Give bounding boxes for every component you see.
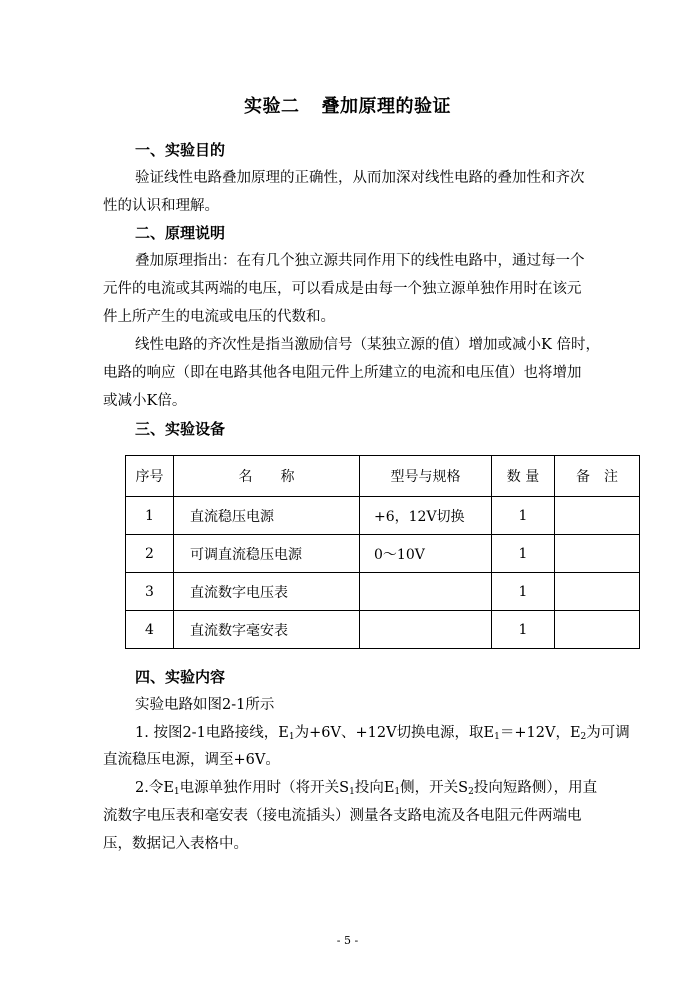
cell-quantity: 1 xyxy=(492,535,555,573)
cell-remark xyxy=(555,611,640,649)
cell-remark xyxy=(555,573,640,611)
section-heading-content: 四、实验内容 xyxy=(135,668,226,686)
section-heading-principle: 二、原理说明 xyxy=(135,224,226,242)
cell-remark xyxy=(555,535,640,573)
step1-line-1: 1. 按图2-1电路接线，$E_1$为+6V、+12V切换电源，取$E_1=+12V$，$E_2$为可调 xyxy=(135,725,630,742)
principle-para1-line-2: 元件的电流或其两端的电压，可以看成是由每一个独立源单独作用时在该元 xyxy=(103,281,582,297)
cell-quantity: 1 xyxy=(492,497,555,535)
header-name: 名 称 xyxy=(174,456,360,497)
cell-name: 直流数字毫安表 xyxy=(174,611,360,649)
purpose-line-2: 性的认识和理解。 xyxy=(103,198,219,214)
cell-index: 3 xyxy=(126,573,174,611)
cell-model xyxy=(360,611,492,649)
cell-quantity: 1 xyxy=(492,573,555,611)
principle-para1-line-1: 叠加原理指出：在有几个独立源共同作用下的线性电路中，通过每一个 xyxy=(135,253,585,269)
cell-name: 可调直流稳压电源 xyxy=(174,535,360,573)
page-title xyxy=(0,92,695,118)
cell-quantity: 1 xyxy=(492,611,555,649)
header-remark: 备 注 xyxy=(555,456,640,497)
cell-index: 2 xyxy=(126,535,174,573)
header-index: 序号 xyxy=(126,456,174,497)
cell-model xyxy=(360,573,492,611)
header-quantity: 数 量 xyxy=(492,456,555,497)
equipment-table xyxy=(125,455,640,649)
table-row xyxy=(126,497,640,535)
table-row xyxy=(126,573,640,611)
principle-para2-line-2: 电路的响应（即在电路其他各电阻元件上所建立的电流和电压值）也将增加 xyxy=(103,365,582,381)
cell-model: +6，12V切换 xyxy=(360,497,492,535)
cell-remark xyxy=(555,497,640,535)
content-intro: 实验电路如图2-1所示 xyxy=(135,697,275,713)
cell-name: 直流数字电压表 xyxy=(174,573,360,611)
principle-para2-line-3: 或减小K倍。 xyxy=(103,393,187,409)
principle-para1-line-3: 件上所产生的电流或电压的代数和。 xyxy=(103,309,335,325)
step2-line-3: 压，数据记入表格中。 xyxy=(103,836,248,852)
title-experiment-name: 叠加原理的验证 xyxy=(321,96,451,117)
title-experiment-number: 实验二 xyxy=(244,96,300,117)
page-number: - 5 - xyxy=(336,934,359,947)
table-row xyxy=(126,535,640,573)
principle-para2-line-1: 线性电路的齐次性是指当激励信号（某独立源的值）增加或减小K 倍时， xyxy=(135,337,600,353)
cell-name: 直流稳压电源 xyxy=(174,497,360,535)
header-model: 型号与规格 xyxy=(360,456,492,497)
step1-line-2: 直流稳压电源，调至+6V。 xyxy=(103,752,280,768)
cell-index: 1 xyxy=(126,497,174,535)
purpose-line-1: 验证线性电路叠加原理的正确性，从而加深对线性电路的叠加性和齐次 xyxy=(135,170,585,186)
table-header-row xyxy=(126,456,640,497)
table-row xyxy=(126,611,640,649)
cell-index: 4 xyxy=(126,611,174,649)
cell-model: 0～10V xyxy=(360,535,492,573)
step2-line-1: 2.令$E_1$电源单独作用时（将开关$S_1$投向$E_1$侧，开关$S_2$投向短路侧），用直 xyxy=(135,780,598,797)
step2-line-2: 流数字电压表和毫安表（接电流插头）测量各支路电流及各电阻元件两端电 xyxy=(103,808,582,824)
section-heading-purpose: 一、实验目的 xyxy=(135,141,226,159)
section-heading-equipment: 三、实验设备 xyxy=(135,420,226,438)
